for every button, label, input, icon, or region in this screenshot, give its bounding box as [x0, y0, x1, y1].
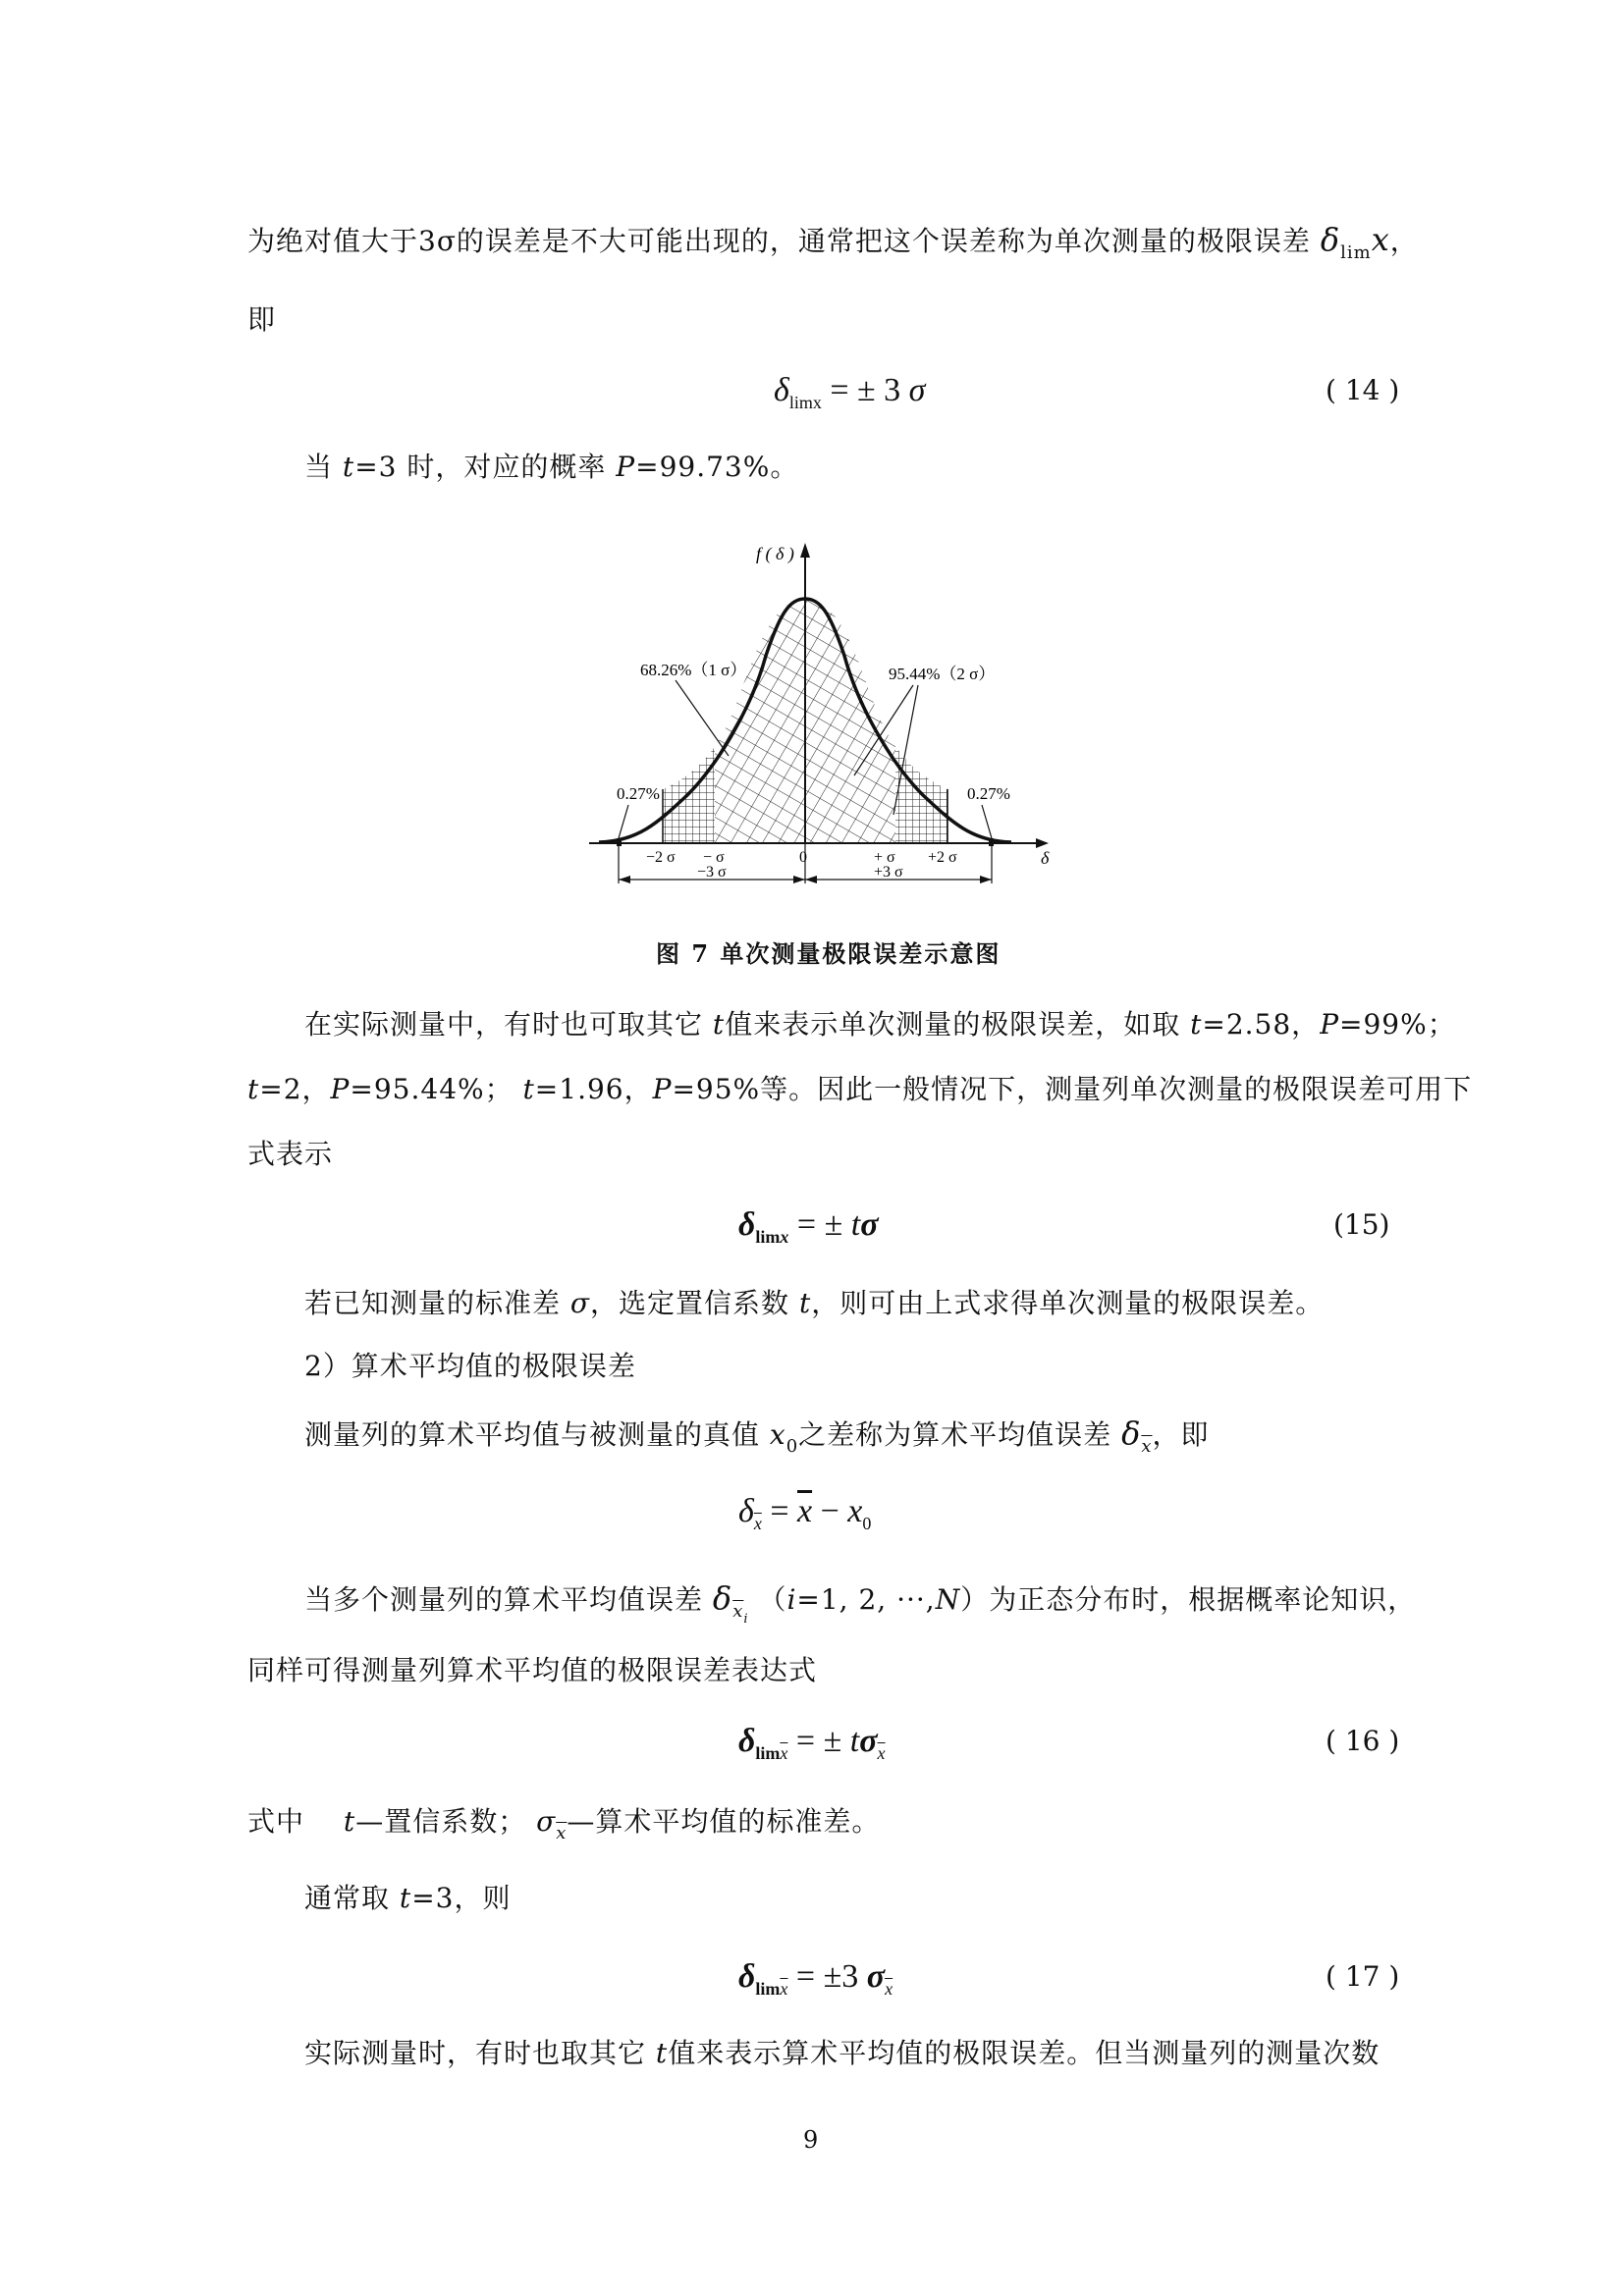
label-95: 95.44%（2 σ） — [889, 665, 996, 683]
symbol-delta: δ — [712, 1579, 733, 1617]
eq-sigma-sub: x — [877, 1743, 886, 1763]
eq-x0: x — [847, 1493, 863, 1529]
equation-17-number: ( 17 ) — [1326, 1960, 1400, 1993]
text: ，则可由上式求得单次测量的极限误差。 — [811, 1287, 1325, 1319]
eq-xbar: $\overline{x}$ — [797, 1493, 813, 1529]
text: =95%等。因此一般情况下，测量列单次测量的极限误差可用下 — [672, 1073, 1473, 1105]
paragraph-7-line-1 — [304, 1578, 1416, 1639]
symbol-N: N — [935, 1583, 961, 1616]
eq-delta: δ — [738, 1723, 756, 1759]
symbol-delta: δ — [1320, 221, 1341, 258]
x-axis-label: δ — [1041, 848, 1050, 868]
subscript-0: 0 — [785, 1436, 799, 1457]
eq-minus: − — [820, 1493, 839, 1529]
subscript-xbar: x — [1141, 1436, 1153, 1457]
symbol-delta: δ — [1121, 1415, 1142, 1452]
eq-sub: limx — [788, 393, 822, 412]
label-68: 68.26%（1 σ） — [640, 661, 747, 679]
eq-sigma: σ — [908, 372, 926, 408]
equation-mean-error — [738, 1490, 871, 1545]
leader-027-right — [982, 805, 992, 838]
text: 之差称为算术平均值误差 — [798, 1418, 1112, 1451]
figure-caption: 图 7 单次测量极限误差示意图 — [656, 939, 1001, 968]
tick-label-m2s: −2 σ — [646, 849, 676, 866]
leader-027-left — [619, 805, 628, 838]
text: =1.96， — [534, 1073, 653, 1105]
paragraph-3-line-1 — [304, 1005, 1456, 1044]
dim-arrow-1 — [619, 876, 630, 883]
paragraph-3-line-2 — [247, 1070, 1472, 1109]
paragraph-9 — [304, 1879, 511, 1918]
normal-distribution-figure — [589, 538, 1060, 901]
symbol-sigma: σ — [569, 1287, 591, 1319]
equation-14 — [774, 369, 925, 424]
eq-sub-lim: lim — [755, 1979, 781, 1999]
paragraph-6 — [304, 1414, 1210, 1467]
symbol-t: t — [798, 1287, 812, 1319]
eq-delta: δ — [774, 372, 789, 408]
symbol-P: P — [652, 1073, 673, 1105]
text: 测量列的算术平均值与被测量的真值 — [304, 1418, 761, 1451]
text: 通常取 — [304, 1882, 391, 1914]
text: 值来表示算术平均值的极限误差。但当测量列的测量次数 — [668, 2037, 1380, 2069]
tick-label-m1s: − σ — [703, 849, 725, 866]
tick-label-p1s: + σ — [874, 849, 895, 866]
eq-body: = ± — [796, 1206, 843, 1243]
symbol-t: t — [342, 451, 355, 483]
eq-sub-xbar: x — [780, 1743, 788, 1763]
span-label-m3s: −3 σ — [697, 864, 727, 881]
equation-16 — [738, 1720, 886, 1775]
subscript-xbar: x — [556, 1823, 568, 1843]
eq-sub-xbar: x — [780, 1979, 788, 1999]
symbol-P: P — [330, 1073, 351, 1105]
dim-arrow-3 — [805, 876, 817, 883]
leader-68 — [676, 680, 729, 756]
text: =1, 2, ···, — [796, 1583, 936, 1616]
eq-sigma: σ — [859, 1723, 878, 1759]
text: 在实际测量中，有时也可取其它 — [304, 1008, 704, 1041]
paragraph-10 — [304, 2034, 1380, 2073]
y-axis-label: f ( δ ) — [756, 544, 794, 563]
paragraph-2 — [304, 448, 798, 487]
subscript-lim: lim — [1340, 242, 1372, 263]
eq-t: t — [849, 1723, 860, 1759]
text: ，选定置信系数 — [590, 1287, 790, 1319]
tick-label-0: 0 — [799, 849, 807, 866]
symbol-t: t — [712, 1008, 726, 1041]
tick-label-p2s: +2 σ — [928, 849, 957, 866]
text: —置信系数； — [355, 1805, 527, 1838]
symbol-t: t — [655, 2037, 669, 2069]
symbol-x: x — [1371, 221, 1390, 258]
subscript-i: i — [743, 1612, 749, 1627]
paragraph-8 — [247, 1802, 880, 1853]
text: =99%； — [1339, 1008, 1456, 1041]
paragraph-1-line-1: 为绝对值大于3σ的误差是不大可能出现的，通常把这个误差称为单次测量的极限误差 $\delta_{lim}x$， — [247, 221, 1419, 263]
symbol-P: P — [616, 451, 636, 483]
text: =3 时，对应的概率 — [354, 451, 607, 483]
symbol-sigma: σ — [536, 1805, 557, 1838]
paragraph-7-line-2: 同样可得测量列算术平均值的极限误差表达式 — [247, 1654, 818, 1686]
symbol-t: t — [247, 1073, 260, 1105]
paragraph-1-line-2: 即 — [247, 303, 277, 336]
text: 实际测量时，有时也取其它 — [304, 2037, 647, 2069]
label-027-left: 0.27% — [617, 784, 660, 803]
text: 若已知测量的标准差 — [304, 1287, 562, 1319]
label-027-right: 0.27% — [967, 784, 1010, 803]
text: ，即 — [1152, 1418, 1210, 1451]
text: ）为正态分布时，根据概率论知识， — [960, 1583, 1417, 1616]
paragraph-5: 2）算术平均值的极限误差 — [304, 1350, 636, 1382]
text: 当多个测量列的算术平均值误差 — [304, 1583, 704, 1616]
equation-17 — [738, 1955, 893, 2010]
paragraph-4 — [304, 1284, 1324, 1323]
equation-15 — [738, 1203, 879, 1258]
y-axis-arrow — [800, 543, 810, 558]
text: 为绝对值大于3σ的误差是不大可能出现的，通常把这个误差称为单次测量的极限误差 — [247, 225, 1311, 257]
symbol-i: i — [786, 1583, 797, 1616]
x-axis-arrow — [1036, 838, 1049, 848]
dim-arrow-4 — [980, 876, 992, 883]
symbol-t: t — [343, 1805, 356, 1838]
symbol-t: t — [1190, 1008, 1203, 1041]
text: =99.73%。 — [635, 451, 799, 483]
eq-body: = ± — [795, 1723, 842, 1759]
text: 式中 — [247, 1805, 305, 1838]
symbol-x: x — [769, 1418, 786, 1451]
eq-sigma-sub: x — [885, 1979, 893, 1999]
eq-t: t — [850, 1206, 861, 1243]
text: 值来表示单次测量的极限误差，如取 — [725, 1008, 1181, 1041]
eq-delta: δ — [738, 1206, 756, 1243]
dim-arrow-2 — [793, 876, 805, 883]
eq-sub: x — [753, 1514, 762, 1533]
text: 当 — [304, 451, 334, 483]
equation-16-number: ( 16 ) — [1326, 1725, 1400, 1757]
paragraph-3-line-3: 式表示 — [247, 1138, 334, 1170]
eq-sub-x: x — [780, 1227, 789, 1247]
page-number: 9 — [803, 2126, 819, 2154]
subscript-xi: x — [732, 1601, 744, 1622]
eq-sub-0: 0 — [862, 1514, 872, 1533]
eq-body: = ± 3 — [830, 372, 901, 408]
equation-14-number: ( 14 ) — [1326, 374, 1400, 406]
text: =3，则 — [411, 1882, 512, 1914]
eq-sigma: σ — [866, 1958, 886, 1995]
eq-delta: δ — [738, 1493, 754, 1529]
text: （ — [758, 1583, 787, 1616]
span-label-p3s: +3 σ — [874, 864, 903, 881]
eq-sub: lim — [755, 1227, 781, 1247]
symbol-P: P — [1320, 1008, 1340, 1041]
eq-sub-lim: lim — [755, 1743, 781, 1763]
eq-delta: δ — [738, 1958, 756, 1995]
symbol-t: t — [522, 1073, 535, 1105]
eq-body: = ±3 — [795, 1958, 859, 1995]
text: —算术平均值的标准差。 — [567, 1805, 881, 1838]
text: =2.58， — [1202, 1008, 1321, 1041]
eq-sigma: σ — [860, 1206, 879, 1243]
text: =95.44%； — [350, 1073, 514, 1105]
equation-15-number: (15) — [1333, 1208, 1390, 1241]
eq-equals: = — [770, 1493, 789, 1529]
symbol-t: t — [399, 1882, 412, 1914]
text: =2， — [259, 1073, 331, 1105]
